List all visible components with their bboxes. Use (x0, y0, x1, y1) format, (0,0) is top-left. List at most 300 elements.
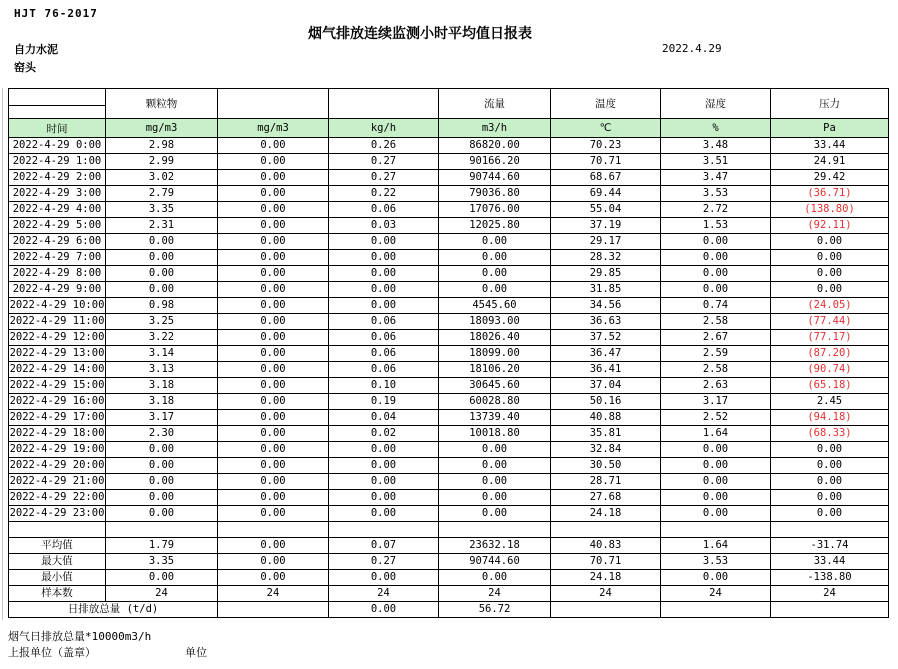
value-cell: 0.00 (329, 282, 439, 298)
value-cell: 0.00 (771, 474, 889, 490)
value-cell: 0.00 (106, 458, 218, 474)
value-cell: 0.00 (218, 490, 329, 506)
value-cell: 0.00 (218, 474, 329, 490)
value-cell: 0.00 (771, 266, 889, 282)
time-cell: 2022-4-29 10:00 (9, 298, 106, 314)
daily-total-value-cell (218, 602, 329, 618)
value-cell: 0.27 (329, 154, 439, 170)
summary-value-cell: 0.00 (329, 570, 439, 586)
value-cell: 0.00 (329, 250, 439, 266)
summary-value-cell: 24 (661, 586, 771, 602)
value-cell: 0.00 (329, 506, 439, 522)
summary-value-cell: 24 (439, 586, 551, 602)
value-cell: 0.00 (329, 474, 439, 490)
unit-cell-pa: Pa (771, 119, 889, 138)
value-cell: 0.74 (661, 298, 771, 314)
time-header-cell: 时间 (9, 119, 106, 138)
value-cell: 0.06 (329, 202, 439, 218)
unit-label: 单位 (185, 646, 207, 659)
summary-value-cell: 24 (329, 586, 439, 602)
value-cell: (138.80) (771, 202, 889, 218)
time-cell: 2022-4-29 3:00 (9, 186, 106, 202)
table-row (9, 506, 889, 522)
table-row (9, 138, 889, 154)
table-row (9, 426, 889, 442)
value-cell: 86820.00 (439, 138, 551, 154)
value-cell: 0.06 (329, 346, 439, 362)
spacer-cell (329, 522, 439, 538)
value-cell: 10018.80 (439, 426, 551, 442)
page-edge-line (2, 88, 3, 620)
daily-total-value-cell: 0.00 (329, 602, 439, 618)
value-cell: 0.00 (218, 282, 329, 298)
value-cell: 0.00 (771, 458, 889, 474)
value-cell: 0.00 (439, 506, 551, 522)
value-cell: 55.04 (551, 202, 661, 218)
summary-value-cell: 0.00 (106, 570, 218, 586)
unit-cell-mg-m3-b: mg/m3 (218, 119, 329, 138)
summary-value-cell: 0.00 (218, 538, 329, 554)
time-cell: 2022-4-29 19:00 (9, 442, 106, 458)
summary-label-cell: 最小值 (9, 570, 106, 586)
value-cell: 30645.60 (439, 378, 551, 394)
table-row (9, 346, 889, 362)
time-cell: 2022-4-29 4:00 (9, 202, 106, 218)
table-row (9, 362, 889, 378)
value-cell: 2.52 (661, 410, 771, 426)
unit-cell-mg-m3-a: mg/m3 (106, 119, 218, 138)
value-cell: 2.31 (106, 218, 218, 234)
value-cell: 3.51 (661, 154, 771, 170)
summary-value-cell: 23632.18 (439, 538, 551, 554)
group-header-particulate: 颗粒物 (106, 89, 218, 119)
value-cell: 0.00 (329, 234, 439, 250)
value-cell: 37.52 (551, 330, 661, 346)
value-cell: 79036.80 (439, 186, 551, 202)
summary-value-cell: 1.64 (661, 538, 771, 554)
value-cell: 0.00 (218, 378, 329, 394)
time-cell: 2022-4-29 6:00 (9, 234, 106, 250)
value-cell: 69.44 (551, 186, 661, 202)
summary-value-cell: 3.53 (661, 554, 771, 570)
corner-cell-bottom (9, 106, 106, 119)
summary-value-cell: 24.18 (551, 570, 661, 586)
value-cell: 0.00 (106, 506, 218, 522)
value-cell: 0.00 (218, 506, 329, 522)
value-cell: 0.00 (106, 282, 218, 298)
table-row (9, 202, 889, 218)
value-cell: 3.53 (661, 186, 771, 202)
summary-value-cell: 0.00 (661, 570, 771, 586)
value-cell: 29.17 (551, 234, 661, 250)
time-cell: 2022-4-29 17:00 (9, 410, 106, 426)
value-cell: 2.59 (661, 346, 771, 362)
value-cell: 0.00 (218, 170, 329, 186)
value-cell: 0.00 (106, 234, 218, 250)
value-cell: 2.58 (661, 362, 771, 378)
value-cell: 3.35 (106, 202, 218, 218)
value-cell: 2.72 (661, 202, 771, 218)
summary-value-cell: 33.44 (771, 554, 889, 570)
value-cell: 0.00 (218, 186, 329, 202)
value-cell: (77.44) (771, 314, 889, 330)
value-cell: 31.85 (551, 282, 661, 298)
summary-label-cell: 平均值 (9, 538, 106, 554)
value-cell: 12025.80 (439, 218, 551, 234)
time-cell: 2022-4-29 22:00 (9, 490, 106, 506)
summary-value-cell: 0.00 (218, 570, 329, 586)
value-cell: 0.00 (439, 250, 551, 266)
value-cell: 0.00 (106, 474, 218, 490)
value-cell: 70.71 (551, 154, 661, 170)
unit-cell-kg-h: kg/h (329, 119, 439, 138)
table-row (9, 298, 889, 314)
summary-value-cell: 0.27 (329, 554, 439, 570)
value-cell: 37.04 (551, 378, 661, 394)
unit-cell-celsius: ℃ (551, 119, 661, 138)
table-row (9, 218, 889, 234)
value-cell: (90.74) (771, 362, 889, 378)
value-cell: 70.23 (551, 138, 661, 154)
table-row (9, 394, 889, 410)
value-cell: 3.14 (106, 346, 218, 362)
value-cell: (24.05) (771, 298, 889, 314)
daily-total-value-cell (551, 602, 661, 618)
time-cell: 2022-4-29 11:00 (9, 314, 106, 330)
value-cell: 0.00 (771, 490, 889, 506)
value-cell: 0.00 (439, 490, 551, 506)
value-cell: 0.00 (329, 298, 439, 314)
group-header-blank-2 (329, 89, 439, 119)
value-cell: 0.00 (439, 234, 551, 250)
value-cell: 2.45 (771, 394, 889, 410)
value-cell: 2.67 (661, 330, 771, 346)
value-cell: 0.00 (218, 442, 329, 458)
value-cell: (65.18) (771, 378, 889, 394)
table-row (9, 250, 889, 266)
daily-total-value-cell: 56.72 (439, 602, 551, 618)
summary-row (9, 538, 889, 554)
report-unit-label: 上报单位（盖章） (8, 646, 96, 659)
value-cell: 0.02 (329, 426, 439, 442)
value-cell: 30.50 (551, 458, 661, 474)
station-name: 窑头 (14, 61, 36, 74)
value-cell: 4545.60 (439, 298, 551, 314)
value-cell: 3.18 (106, 394, 218, 410)
value-cell: 36.41 (551, 362, 661, 378)
value-cell: 3.18 (106, 378, 218, 394)
value-cell: 0.00 (218, 266, 329, 282)
value-cell: 29.42 (771, 170, 889, 186)
summary-value-cell: 24 (106, 586, 218, 602)
summary-value-cell: 1.79 (106, 538, 218, 554)
value-cell: 29.85 (551, 266, 661, 282)
summary-value-cell: 0.00 (218, 554, 329, 570)
summary-value-cell: 40.83 (551, 538, 661, 554)
summary-value-cell: 70.71 (551, 554, 661, 570)
summary-value-cell: 90744.60 (439, 554, 551, 570)
table-body (9, 138, 889, 618)
time-cell: 2022-4-29 1:00 (9, 154, 106, 170)
group-header-temperature: 温度 (551, 89, 661, 119)
spacer-cell (439, 522, 551, 538)
value-cell: 0.00 (218, 250, 329, 266)
table-row (9, 314, 889, 330)
value-cell: 33.44 (771, 138, 889, 154)
value-cell: (92.11) (771, 218, 889, 234)
value-cell: 0.00 (218, 330, 329, 346)
value-cell: 0.00 (218, 138, 329, 154)
summary-value-cell: -31.74 (771, 538, 889, 554)
value-cell: 0.00 (771, 250, 889, 266)
value-cell: 0.00 (106, 490, 218, 506)
table-row (9, 474, 889, 490)
summary-label-cell: 最大值 (9, 554, 106, 570)
value-cell: 50.16 (551, 394, 661, 410)
value-cell: 0.00 (218, 298, 329, 314)
summary-row (9, 570, 889, 586)
value-cell: 0.00 (661, 442, 771, 458)
value-cell: 0.98 (106, 298, 218, 314)
value-cell: 13739.40 (439, 410, 551, 426)
summary-value-cell: -138.80 (771, 570, 889, 586)
time-cell: 2022-4-29 15:00 (9, 378, 106, 394)
summary-label-cell: 样本数 (9, 586, 106, 602)
value-cell: 3.17 (661, 394, 771, 410)
value-cell: 3.02 (106, 170, 218, 186)
doc-code: HJT 76-2017 (14, 7, 98, 20)
value-cell: 3.13 (106, 362, 218, 378)
value-cell: 0.00 (329, 442, 439, 458)
value-cell: 0.00 (106, 250, 218, 266)
value-cell: 0.00 (661, 250, 771, 266)
table-row (9, 266, 889, 282)
value-cell: 0.00 (661, 458, 771, 474)
value-cell: 90166.20 (439, 154, 551, 170)
value-cell: 90744.60 (439, 170, 551, 186)
value-cell: 3.47 (661, 170, 771, 186)
value-cell: (36.71) (771, 186, 889, 202)
unit-cell-percent: % (661, 119, 771, 138)
value-cell: 0.19 (329, 394, 439, 410)
value-cell: 18093.00 (439, 314, 551, 330)
spacer-cell (218, 522, 329, 538)
summary-value-cell: 24 (218, 586, 329, 602)
value-cell: 0.06 (329, 362, 439, 378)
value-cell: 27.68 (551, 490, 661, 506)
group-header-blank-1 (218, 89, 329, 119)
table-row (9, 170, 889, 186)
value-cell: 0.00 (439, 474, 551, 490)
time-cell: 2022-4-29 8:00 (9, 266, 106, 282)
value-cell: 0.00 (771, 234, 889, 250)
value-cell: 0.00 (439, 458, 551, 474)
time-cell: 2022-4-29 7:00 (9, 250, 106, 266)
value-cell: 18026.40 (439, 330, 551, 346)
value-cell: 3.22 (106, 330, 218, 346)
value-cell: 0.00 (218, 218, 329, 234)
value-cell: 0.00 (439, 442, 551, 458)
table-row (9, 410, 889, 426)
value-cell: (87.20) (771, 346, 889, 362)
value-cell: 1.53 (661, 218, 771, 234)
table-row (9, 282, 889, 298)
summary-value-cell: 24 (551, 586, 661, 602)
value-cell: 0.00 (106, 442, 218, 458)
time-cell: 2022-4-29 23:00 (9, 506, 106, 522)
value-cell: 0.00 (329, 490, 439, 506)
value-cell: 0.27 (329, 170, 439, 186)
value-cell: 0.00 (771, 282, 889, 298)
value-cell: 0.03 (329, 218, 439, 234)
value-cell: (77.17) (771, 330, 889, 346)
footer-note: 烟气日排放总量*10000m3/h (8, 630, 152, 643)
value-cell: 34.56 (551, 298, 661, 314)
time-cell: 2022-4-29 5:00 (9, 218, 106, 234)
report-date: 2022.4.29 (662, 42, 722, 55)
summary-value-cell: 24 (771, 586, 889, 602)
value-cell: 60028.80 (439, 394, 551, 410)
value-cell: 2.58 (661, 314, 771, 330)
summary-row (9, 586, 889, 602)
spacer-cell (661, 522, 771, 538)
value-cell: 2.79 (106, 186, 218, 202)
value-cell: 3.17 (106, 410, 218, 426)
value-cell: 28.32 (551, 250, 661, 266)
value-cell: 0.00 (218, 346, 329, 362)
value-cell: 2.30 (106, 426, 218, 442)
value-cell: 0.00 (218, 202, 329, 218)
report-title: 烟气排放连续监测小时平均值日报表 (308, 26, 532, 42)
value-cell: 0.00 (218, 154, 329, 170)
value-cell: (68.33) (771, 426, 889, 442)
summary-value-cell: 0.00 (439, 570, 551, 586)
value-cell: 0.00 (771, 506, 889, 522)
table-row (9, 458, 889, 474)
daily-total-label: 日排放总量 (t/d) (9, 602, 218, 618)
spacer-cell (551, 522, 661, 538)
value-cell: 18106.20 (439, 362, 551, 378)
time-cell: 2022-4-29 12:00 (9, 330, 106, 346)
value-cell: 0.00 (218, 458, 329, 474)
value-cell: 0.00 (329, 458, 439, 474)
table-row (9, 442, 889, 458)
value-cell: 0.00 (218, 426, 329, 442)
unit-header-row (9, 119, 889, 138)
time-cell: 2022-4-29 18:00 (9, 426, 106, 442)
table-row (9, 378, 889, 394)
value-cell: 0.22 (329, 186, 439, 202)
value-cell: 2.98 (106, 138, 218, 154)
value-cell: 36.47 (551, 346, 661, 362)
summary-value-cell: 0.07 (329, 538, 439, 554)
summary-row (9, 554, 889, 570)
value-cell: 0.06 (329, 314, 439, 330)
time-cell: 2022-4-29 0:00 (9, 138, 106, 154)
value-cell: 0.00 (661, 490, 771, 506)
value-cell: 3.48 (661, 138, 771, 154)
daily-total-value-cell (661, 602, 771, 618)
value-cell: 0.06 (329, 330, 439, 346)
value-cell: 0.00 (661, 266, 771, 282)
daily-total-value-cell (771, 602, 889, 618)
value-cell: 3.25 (106, 314, 218, 330)
table-row (9, 186, 889, 202)
value-cell: 2.63 (661, 378, 771, 394)
value-cell: 24.91 (771, 154, 889, 170)
table-row (9, 154, 889, 170)
value-cell: 0.00 (771, 442, 889, 458)
daily-total-row (9, 602, 889, 618)
value-cell: 0.00 (439, 282, 551, 298)
table-row (9, 234, 889, 250)
value-cell: 0.26 (329, 138, 439, 154)
time-cell: 2022-4-29 13:00 (9, 346, 106, 362)
summary-value-cell: 3.35 (106, 554, 218, 570)
value-cell: 36.63 (551, 314, 661, 330)
value-cell: 32.84 (551, 442, 661, 458)
value-cell: 0.00 (439, 266, 551, 282)
value-cell: 0.04 (329, 410, 439, 426)
value-cell: 0.00 (218, 394, 329, 410)
time-cell: 2022-4-29 14:00 (9, 362, 106, 378)
table-row (9, 330, 889, 346)
value-cell: 0.00 (329, 266, 439, 282)
value-cell: 35.81 (551, 426, 661, 442)
monitoring-table (8, 88, 889, 618)
value-cell: 1.64 (661, 426, 771, 442)
group-header-humidity: 湿度 (661, 89, 771, 119)
value-cell: 18099.00 (439, 346, 551, 362)
time-cell: 2022-4-29 9:00 (9, 282, 106, 298)
value-cell: 0.00 (218, 410, 329, 426)
company-name: 自力水泥 (14, 43, 58, 56)
time-cell: 2022-4-29 21:00 (9, 474, 106, 490)
value-cell: 0.00 (106, 266, 218, 282)
table-row (9, 490, 889, 506)
value-cell: 17076.00 (439, 202, 551, 218)
group-header-flow: 流量 (439, 89, 551, 119)
value-cell: (94.18) (771, 410, 889, 426)
spacer-cell (9, 522, 106, 538)
spacer-cell (106, 522, 218, 538)
group-header-row (9, 89, 889, 106)
value-cell: 0.10 (329, 378, 439, 394)
value-cell: 0.00 (661, 282, 771, 298)
time-cell: 2022-4-29 20:00 (9, 458, 106, 474)
time-cell: 2022-4-29 2:00 (9, 170, 106, 186)
value-cell: 0.00 (661, 234, 771, 250)
value-cell: 24.18 (551, 506, 661, 522)
time-cell: 2022-4-29 16:00 (9, 394, 106, 410)
value-cell: 40.88 (551, 410, 661, 426)
value-cell: 0.00 (218, 362, 329, 378)
value-cell: 2.99 (106, 154, 218, 170)
unit-cell-m3-h: m3/h (439, 119, 551, 138)
value-cell: 28.71 (551, 474, 661, 490)
spacer-row (9, 522, 889, 538)
corner-cell-top (9, 89, 106, 106)
spacer-cell (771, 522, 889, 538)
value-cell: 0.00 (218, 314, 329, 330)
value-cell: 68.67 (551, 170, 661, 186)
title-wrap (0, 23, 840, 43)
value-cell: 0.00 (218, 234, 329, 250)
value-cell: 0.00 (661, 506, 771, 522)
value-cell: 37.19 (551, 218, 661, 234)
group-header-pressure: 压力 (771, 89, 889, 119)
value-cell: 0.00 (661, 474, 771, 490)
